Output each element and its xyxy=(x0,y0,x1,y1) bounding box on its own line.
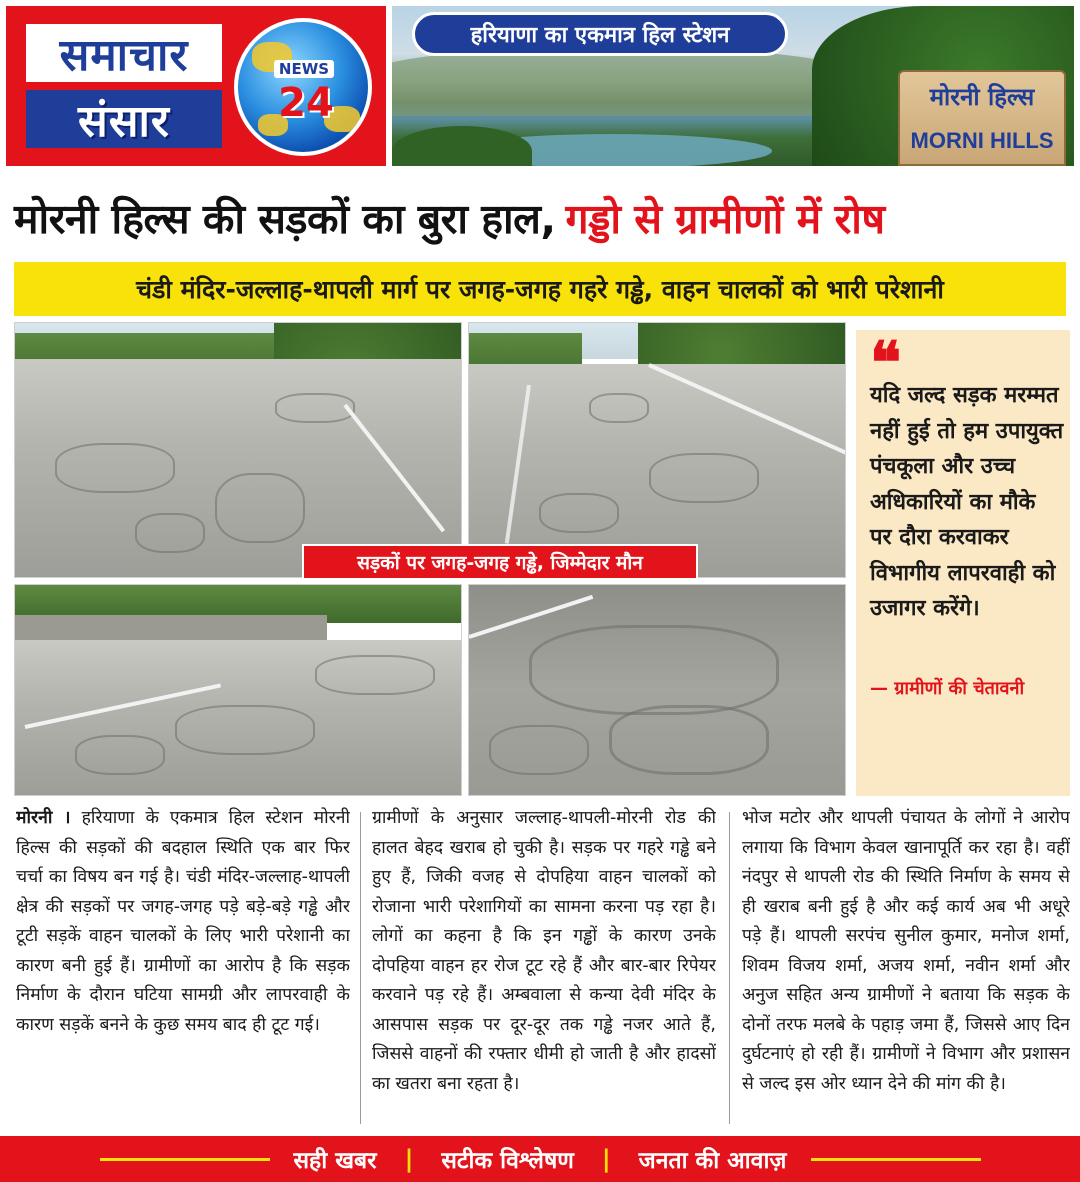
column-divider xyxy=(360,812,361,1124)
globe-icon xyxy=(234,18,372,156)
headline xyxy=(14,186,1066,250)
subheadline: चंडी मंदिर-जल्लाह-थापली मार्ग पर जगह-जगह गहरे गड्ढे, वाहन चालकों को भारी परेशानी xyxy=(14,262,1066,316)
road-photo-4 xyxy=(468,584,846,796)
article-column-1 xyxy=(16,804,350,1126)
quote-box xyxy=(856,330,1070,796)
article-column-3: भोज मटोर और थापली पंचायत के लोगों ने आरोप लगाया कि विभाग केवल खानापूर्ति कर रहा है। वहीं नंदपुर से थापली रोड की स्थिति निर्माण के समय से ही खराब बनी हुई है और कई कार्य अब भी अधूरे पड़े हैं। थापली सरपंच सुनील कुमार, मनोज शर्मा, शिवम विजय शर्मा, अजय शर्मा, नवीन शर्मा और अनुज सहित अन्य ग्रामीणों ने बताया कि सड़क के दोनों तरफ मलबे के पहाड़ जमा हैं, जिससे आए दिन दुर्घटनाएं हो रही हैं। ग्रामीणों ने विभाग और प्रशासन से जल्द इस ओर ध्यान देने की मांग की है। xyxy=(742,808,1070,1094)
photo-caption: सड़कों पर जगह-जगह गड्ढे, जिम्मेदार मौन xyxy=(302,544,698,580)
hero-photo-morni-hills xyxy=(392,6,1074,166)
quote-attribution: — ग्रामीणों की चेतावनी xyxy=(870,678,1025,699)
quote-text: यदि जल्द सड़क मरम्मत नहीं हुई तो हम उपायुक्त पंचकूला और उच्च अधिकारियों का मौके पर दौरा करवाकर विभागीय लापरवाही को उजागर करेंगे। xyxy=(870,383,1064,621)
footer-rule-right xyxy=(811,1158,981,1161)
brand-name-line1: समाचार xyxy=(26,24,222,82)
headline-highlight: गड्डो से ग्रामीणों में रोष xyxy=(565,195,885,243)
footer-tagline-3: जनता की आवाज़ xyxy=(638,1148,787,1174)
logo-number: 24 xyxy=(278,80,334,126)
brand-logo[interactable] xyxy=(6,6,386,166)
footer-separator: | xyxy=(404,1145,414,1173)
footer-tagline-2: सटीक विश्लेषण xyxy=(441,1148,574,1174)
article-column-1-text: हरियाणा के एकमात्र हिल स्टेशन मोरनी हिल्स की सड़कों की बदहाल स्थिति एक बार फिर चर्चा का विषय बन गई है। चंडी मंदिर-जल्लाह-थापली क्षेत्र की सड़कों पर जगह-जगह पड़े बड़े-बड़े गड्ढे और टूटी सड़कें वाहन चालकों के लिए भारी परेशानी का कारण बनी हुई हैं। ग्रामीणों का आरोप है कि सड़क निर्माण के दौरान घटिया सामग्री और लापरवाही के कारण सड़कें बनने के कुछ समय बाद ही टूट गई। xyxy=(16,808,350,1035)
footer-bar xyxy=(0,1136,1080,1182)
brand-name-line2: संसार xyxy=(26,90,222,148)
logo-news-label: NEWS xyxy=(274,60,334,78)
article-dateline: मोरनी । xyxy=(16,808,71,828)
sign-text-english: MORNI HILLS xyxy=(910,128,1054,153)
road-photo-1 xyxy=(14,322,462,578)
footer-separator: | xyxy=(601,1145,611,1173)
sign-text-hindi: मोरनी हिल्स xyxy=(929,83,1035,111)
article-column-2: ग्रामीणों के अनुसार जल्लाह-थापली-मोरनी रोड की हालत बेहद खराब हो चुकी है। सड़क पर गहरे गड्ढे बने हुए हैं, जिकी वजह से दोपहिया वाहन चालकों को रोजाना भारी परेशागियों का सामना करना पड़ रहा है। लोगों का कहना है कि इन गड्ढों के कारण उनके दोपहिया वाहन हर रोज टूट रहे हैं और बार-बार रिपेयर करवाने पड़ रहे हैं। अम्बवाला से कन्या देवी मंदिर के आसपास सड़क पर दूर-दूर तक गड्ढे नजर आते हैं, जिससे वाहनों की रफ्तार धीमी हो जाती है और हादसों का खतरा बना रहता है। xyxy=(372,808,716,1094)
road-photo-3 xyxy=(14,584,462,796)
footer-rule-left xyxy=(100,1158,270,1161)
masthead xyxy=(6,6,1074,166)
headline-main: मोरनी हिल्स की सड़कों का बुरा हाल, xyxy=(14,195,556,243)
hero-tagline-pill: हरियाणा का एकमात्र हिल स्टेशन xyxy=(412,12,788,56)
footer-tagline-1: सही खबर xyxy=(293,1148,377,1174)
quote-mark-icon: ❝ xyxy=(870,329,902,397)
column-divider xyxy=(729,812,730,1124)
morni-hills-signboard xyxy=(898,70,1066,166)
road-photo-2 xyxy=(468,322,846,578)
